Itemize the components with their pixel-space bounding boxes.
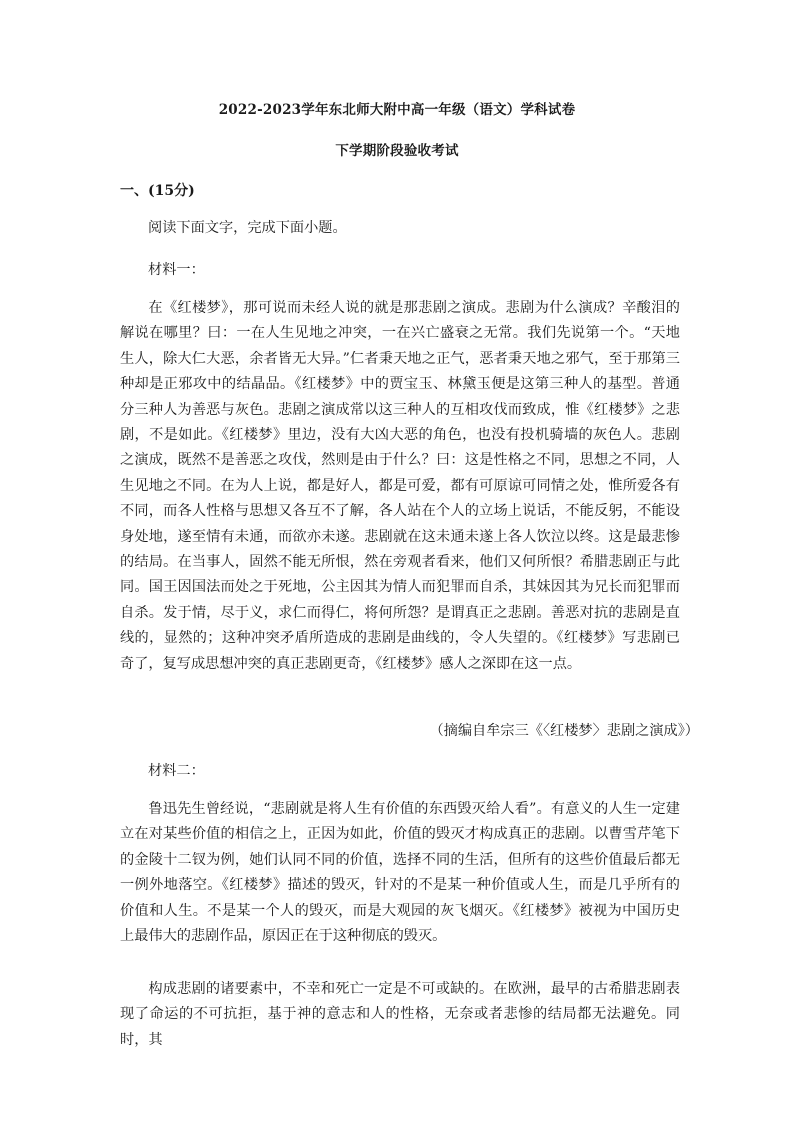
reading-instruction: 阅读下面文字，完成下面小题。 [148,220,347,236]
material-2-label: 材料二： [148,763,205,779]
material-1-label: 材料一： [148,262,205,278]
material-2-paragraph-1: 鲁迅先生曾经说，“悲剧就是将人生有价值的东西毁灭给人看”。有意义的人生一定建立在对某些价值的相信之上，正因为如此，价值的毁灭才构成真正的悲剧。以曹雪芹笔下的金陵十二钗为例，她们认同不同的价值，选择不同的生活，但所有的这些价值最后都无一例外地落空。《红楼梦》描述的毁灭，针对的不是某一种价值或人生，而是几乎所有的价值和人生。不是某一个人的毁灭，而是大观园的灰飞烟灭。《红楼梦》被视为中国历史上最伟大的悲剧作品，原因正在于这种彻底的毁灭。 [120,801,680,945]
material-2-paragraph-2: 构成悲剧的诸要素中，不幸和死亡一定是不可或缺的。在欧洲，最早的古希腊悲剧表现了命运的不可抗拒，基于神的意志和人的性格，无奈或者悲惨的结局都无法避免。同时，其 [120,981,680,1048]
exam-subtitle: 下学期阶段验收考试 [335,143,459,159]
exam-title: 2022-2023学年东北师大附中高一年级（语文）学科试卷 [218,102,576,118]
section-heading: 一、(15分) [120,183,195,199]
material-1-paragraph: 在《红楼梦》，那可说而未经人说的就是那悲剧之演成。悲剧为什么演成？辛酸泪的解说在哪里？曰：一在人生见地之冲突，一在兴亡盛衰之无常。我们先说第一个。“天地生人，除大仁大恶，余者皆无大异。”仁者秉天地之正气，恶者秉天地之邪气，至于那第三种却是正邪攻中的结晶品。《红楼梦》中的贾宝玉、林黛玉便是这第三种人的基型。普通分三种人为善恶与灰色。悲剧之演成常以这三种人的互相攻伐而致成，惟《红楼梦》之悲剧，不是如此。《红楼梦》里边，没有大凶大恶的角色，也没有投机骑墙的灰色人。悲剧之演成，既然不是善恶之攻伐，然则是由于什么？曰：这是性格之不同，思想之不同，人生见地之不同。在为人上说，都是好人，都是可爱，都有可原谅可同情之处，惟所爱各有不同，而各人性格与思想又各互不了解，各人站在个人的立场上说话，不能反躬，不能设身处地，遂至情有未通，而欲亦未遂。悲剧就在这未通未遂上各人饮泣以终。这是最悲惨的结局。在当事人，固然不能无所恨，然在旁观者看来，他们又何所恨？希腊悲剧正与此同。国王因国法而处之于死地，公主因其为情人而犯罪而自杀，其妹因其为兄长而犯罪而自杀。发于情，尽于义，求仁而得仁，将何所怨？是谓真正之悲剧。善恶对抗的悲剧是直线的，显然的；这种冲突矛盾所造成的悲剧是曲线的，令人失望的。《红楼梦》写悲剧已奇了，复写成思想冲突的真正悲剧更奇，《红楼梦》感人之深即在这一点。 [120,300,680,672]
material-1-source: （摘编自牟宗三《〈红楼梦〉悲剧之演成》） [429,723,699,739]
